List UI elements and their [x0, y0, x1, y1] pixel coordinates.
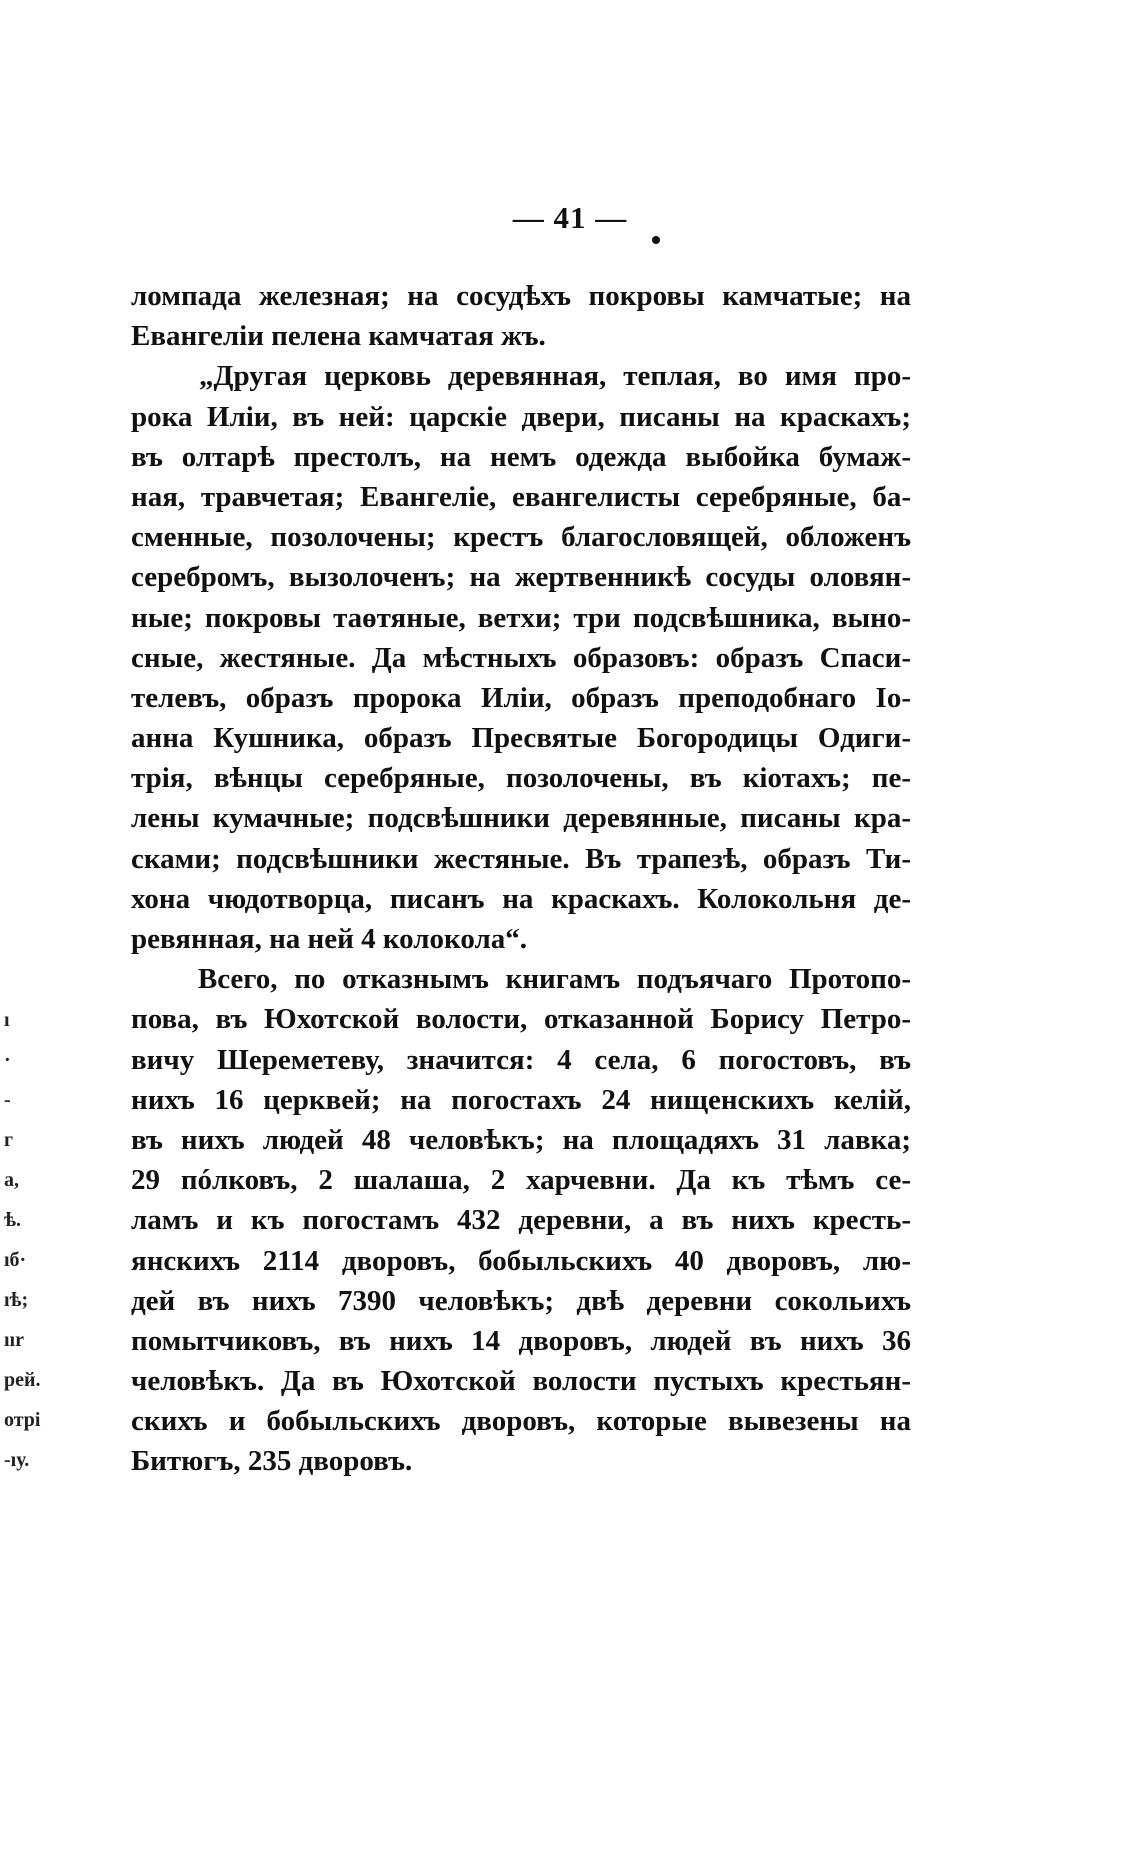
text-line: помытчиковъ, въ нихъ 14 дворовъ, людей въ нихъ 36	[131, 1324, 911, 1357]
text-line: сками; подсвѣшники жестяные. Въ трапезѣ, образъ Ти-	[131, 842, 911, 875]
text-line: ломпада железная; на сосудѣхъ покровы камчатые; на	[131, 280, 911, 312]
body-text	[131, 276, 911, 1482]
margin-fragment: ѣ.	[4, 1209, 22, 1231]
margin-fragment: г	[4, 1129, 14, 1151]
text-line: телевъ, образъ пророка Иліи, образъ преподобнаго Іо-	[131, 681, 911, 714]
margin-fragment: ıır	[4, 1329, 24, 1351]
text-line: вичу Шереметеву, значится: 4 села, 6 погостовъ, въ	[131, 1043, 911, 1076]
text-line: человѣкъ. Да въ Юхотской волости пустыхъ крестьян-	[131, 1365, 911, 1398]
margin-fragment: ıб·	[4, 1249, 27, 1271]
text-line: „Другая церковь деревянная, теплая, во имя про-	[131, 360, 911, 393]
text-line: сные, жестяные. Да мѣстныхъ образовъ: образъ Спаси-	[131, 641, 911, 674]
text-line: трія, вѣнцы серебряные, позолочены, въ кіотахъ; пе-	[131, 762, 911, 795]
margin-fragment: а,	[4, 1169, 19, 1191]
text-line: ламъ и къ погостамъ 432 деревни, а въ нихъ кресть-	[131, 1204, 911, 1237]
text-line: въ нихъ людей 48 человѣкъ; на площадяхъ 31 лавка;	[131, 1123, 911, 1156]
text-line: янскихъ 2114 дворовъ, бобыльскихъ 40 дворовъ, лю-	[131, 1244, 911, 1277]
text-line: сменные, позолочены; крестъ благословящей, обложенъ	[131, 521, 911, 554]
text-line: ная, травчетая; Евангеліе, евангелисты серебряные, ба-	[131, 480, 911, 513]
text-line: серебромъ, вызолоченъ; на жертвенникѣ сосуды оловян-	[131, 561, 911, 594]
margin-fragment: рей.	[4, 1369, 41, 1391]
margin-fragment: отрі	[4, 1409, 41, 1431]
page-number: — 41 —	[512, 200, 628, 235]
text-line: хона чюдотворца, писанъ на краскахъ. Колокольня де-	[131, 882, 911, 915]
text-line: рока Иліи, въ ней: царскіе двери, писаны на краскахъ;	[131, 400, 911, 433]
left-margin-bleedthrough	[4, 1000, 44, 1480]
text-line: лены кумачные; подсвѣшники деревянные, писаны кра-	[131, 802, 911, 835]
margin-fragment: ı	[4, 1009, 10, 1031]
text-line: ные; покровы таөтяные, ветхи; три подсвѣшника, выно-	[131, 601, 911, 634]
text-line: анна Кушника, образъ Пресвятые Богородицы Одиги-	[131, 722, 911, 755]
text-line: скихъ и бобыльскихъ дворовъ, которые вывезены на	[131, 1405, 911, 1438]
text-line: Евангеліи пелена камчатая жъ.	[131, 320, 546, 353]
margin-fragment: ·	[4, 1049, 11, 1071]
text-line: 29 пóлковъ, 2 шалаша, 2 харчевни. Да къ тѣмъ се-	[131, 1164, 911, 1197]
text-line: Всего, по отказнымъ книгамъ подъячаго Протопо-	[131, 963, 911, 996]
text-line: пова, въ Юхотской волости, отказанной Борису Петро-	[131, 1003, 911, 1036]
text-line: Битюгъ, 235 дворовъ.	[131, 1445, 413, 1478]
text-line: дей въ нихъ 7390 человѣкъ; двѣ деревни сокольихъ	[131, 1284, 911, 1317]
margin-fragment: ıѣ;	[4, 1289, 29, 1311]
margin-fragment: -	[4, 1089, 11, 1111]
text-line: ревянная, на ней 4 колокола“.	[131, 923, 528, 955]
text-line: въ олтарѣ престолъ, на немъ одежда выбойка бумаж-	[131, 440, 911, 473]
ink-dot	[652, 236, 660, 244]
margin-fragment: -ıу.	[4, 1449, 30, 1471]
text-line: нихъ 16 церквей; на погостахъ 24 нищенскихъ келій,	[131, 1083, 911, 1116]
